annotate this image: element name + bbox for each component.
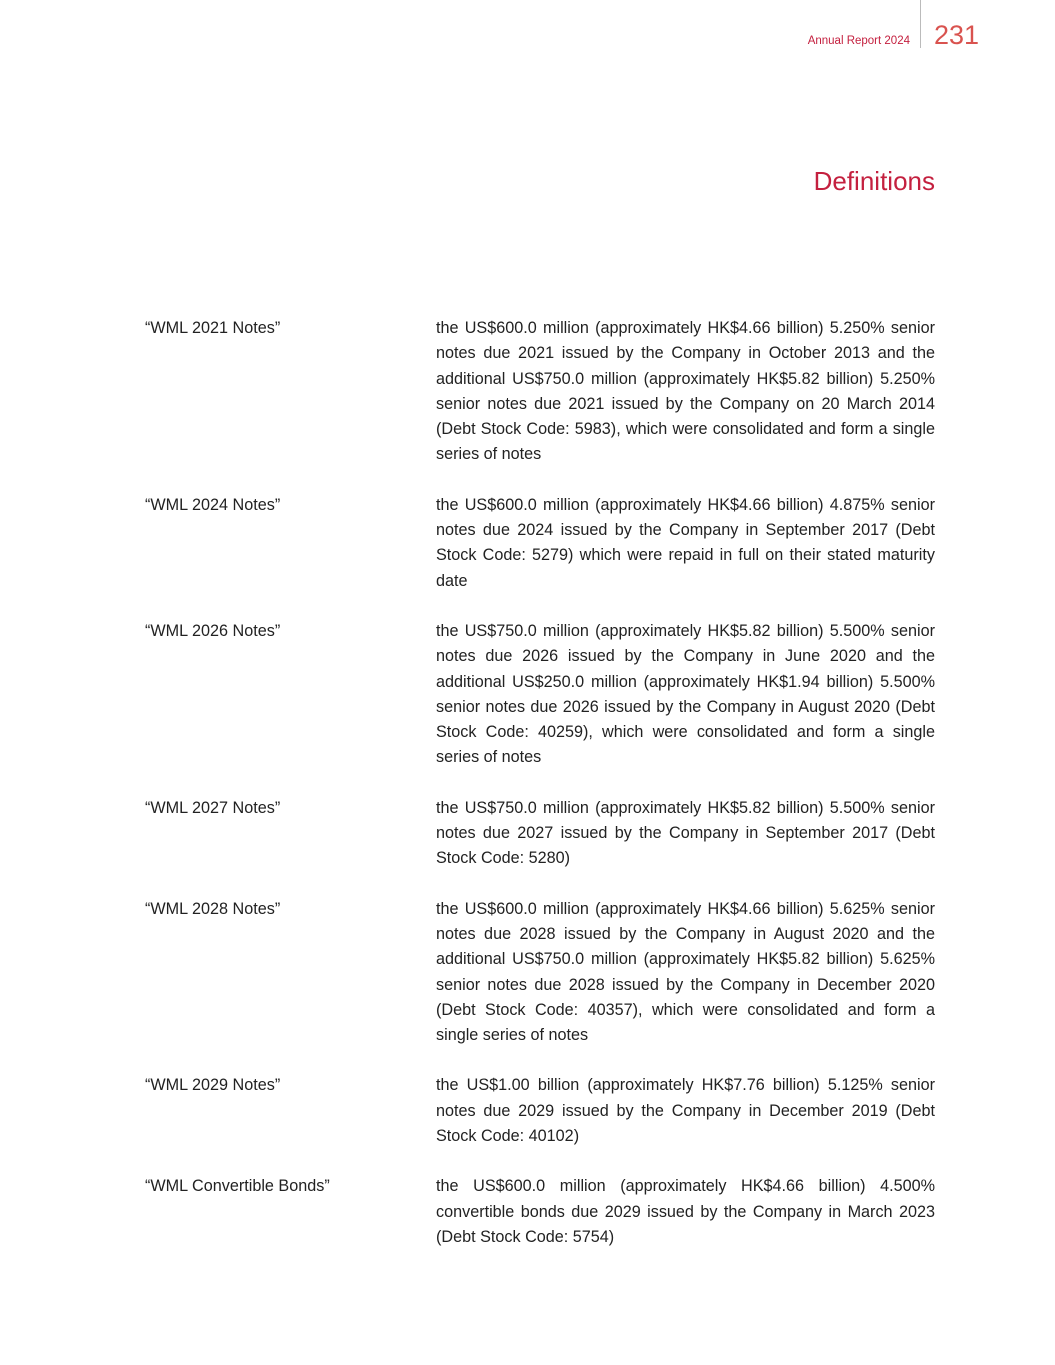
page-title: Definitions bbox=[813, 166, 935, 196]
page-number: 231 bbox=[934, 20, 980, 50]
definition-term: “WML 2028 Notes” bbox=[145, 899, 281, 918]
definition-row bbox=[145, 1174, 935, 1250]
definition-row bbox=[145, 1073, 935, 1149]
definition-text: the US$600.0 million (approximately HK$4.66 billion) 5.625% senior notes due 2028 issued by the Company in August 2020 and the additional US$750.0 million (approximately HK$5.82 billion) 5.625% senior notes due 2028 issued by the Company in December 2020 (Debt Stock Code: 40357), which were consolidated and form a single series of notes bbox=[436, 899, 935, 1045]
definition-text: the US$750.0 million (approximately HK$5.82 billion) 5.500% senior notes due 2026 issued by the Company in June 2020 and the additional US$250.0 million (approximately HK$1.94 billion) 5.500% senior notes due 2026 issued by the Company in August 2020 (Debt Stock Code: 40259), which were consolidated and form a single series of notes bbox=[436, 621, 935, 767]
definition-text: the US$600.0 million (approximately HK$4.66 billion) 5.250% senior notes due 2021 issued by the Company in October 2013 and the additional US$750.0 million (approximately HK$5.82 billion) 5.250% senior notes due 2021 issued by the Company on 20 March 2014 (Debt Stock Code: 5983), which were consolidated and form a single series of notes bbox=[436, 319, 935, 464]
definition-text: the US$600.0 million (approximately HK$4.66 billion) 4.500% convertible bonds due 2029 issued by the Company in March 2023 (Debt Stock Code: 5754) bbox=[436, 1177, 935, 1246]
definition-text: the US$750.0 million (approximately HK$5.82 billion) 5.500% senior notes due 2027 issued by the Company in September 2017 (Debt Stock Code: 5280) bbox=[436, 798, 935, 868]
definition-term: “WML Convertible Bonds” bbox=[145, 1177, 330, 1196]
definition-row bbox=[145, 493, 935, 594]
definition-row bbox=[145, 897, 935, 1049]
definition-row bbox=[145, 796, 935, 872]
definitions-list bbox=[145, 316, 935, 1275]
definition-row bbox=[145, 619, 935, 771]
definition-row bbox=[145, 316, 935, 468]
definition-text: the US$600.0 million (approximately HK$4.66 billion) 4.875% senior notes due 2024 issued by the Company in September 2017 (Debt Stock Code: 5279) which were repaid in full on their stated maturity date bbox=[436, 495, 935, 590]
header-divider bbox=[920, 0, 921, 48]
definition-term: “WML 2024 Notes” bbox=[145, 495, 281, 514]
definition-term: “WML 2026 Notes” bbox=[145, 621, 281, 640]
definition-text: the US$1.00 billion (approximately HK$7.76 billion) 5.125% senior notes due 2029 issued by the Company in December 2019 (Debt Stock Code: 40102) bbox=[436, 1076, 935, 1146]
definition-term: “WML 2029 Notes” bbox=[145, 1076, 281, 1095]
definition-term: “WML 2021 Notes” bbox=[145, 319, 281, 337]
page-header bbox=[0, 0, 1055, 60]
definition-term: “WML 2027 Notes” bbox=[145, 798, 281, 817]
report-label: Annual Report 2024 bbox=[807, 35, 910, 47]
